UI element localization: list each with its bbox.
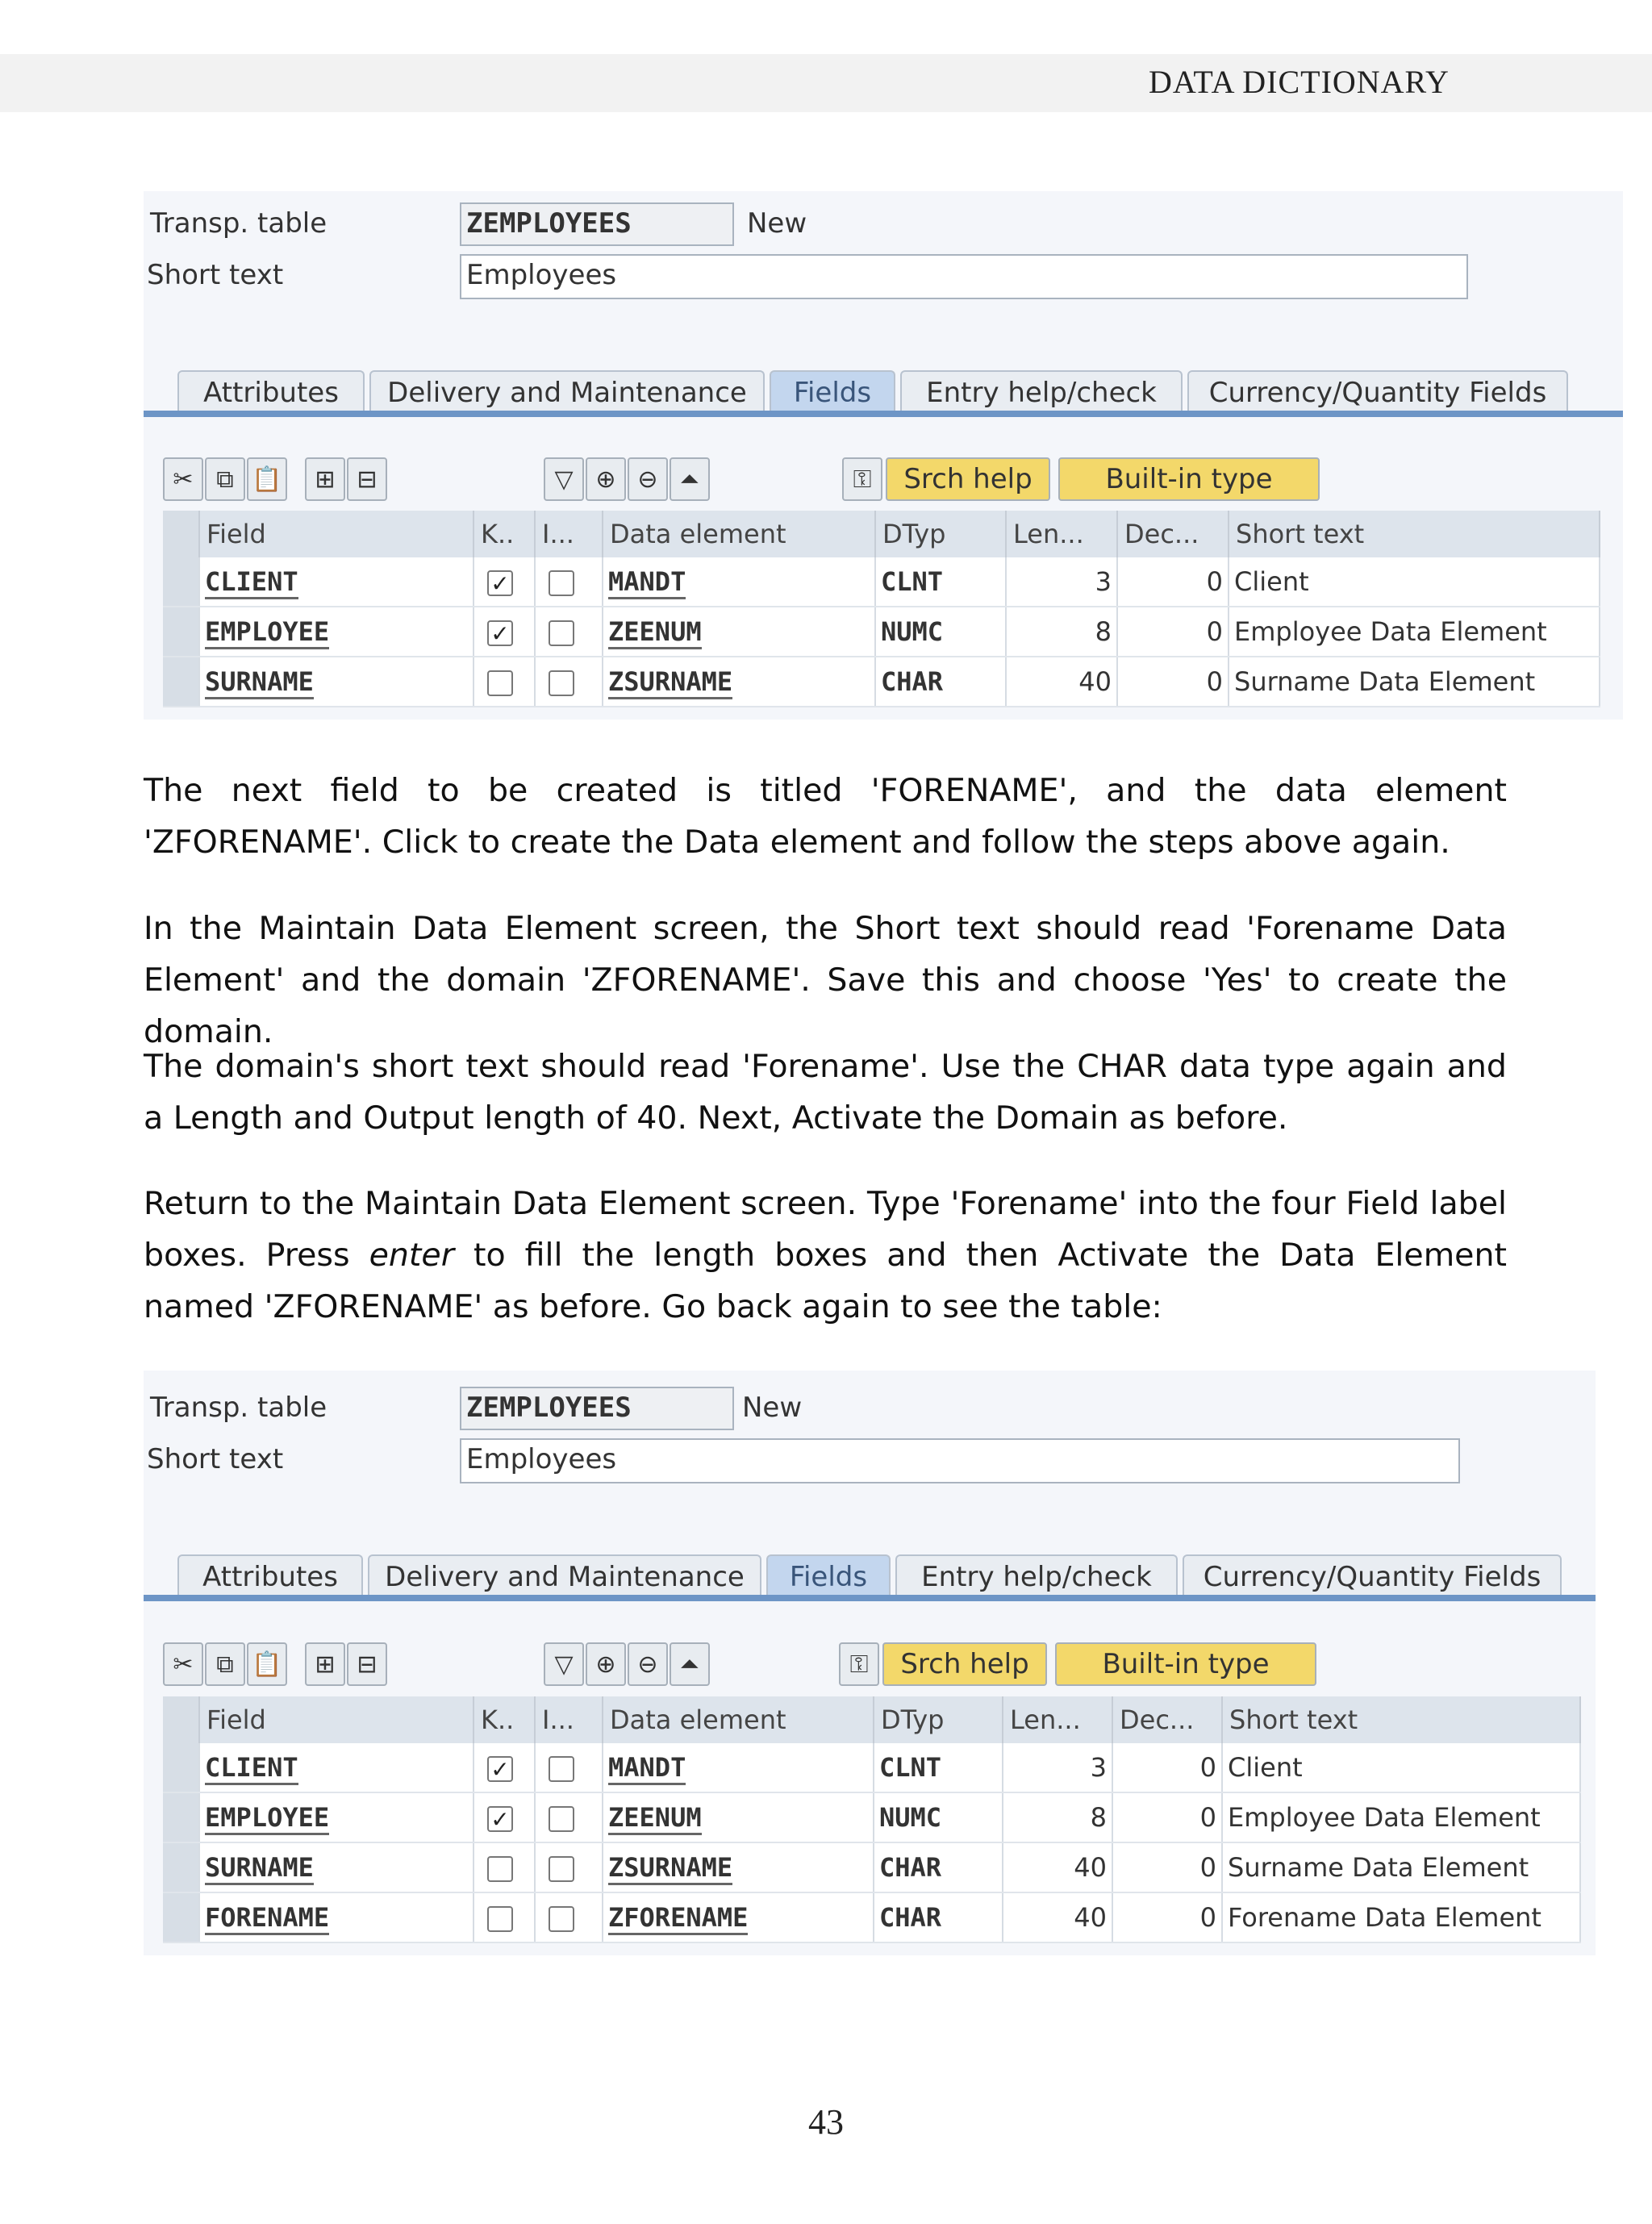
- dtyp-cell: NUMC: [874, 1792, 1003, 1842]
- length-cell: 3: [1003, 1743, 1112, 1792]
- decimals-cell: 0: [1112, 1892, 1222, 1942]
- field-name[interactable]: SURNAME: [205, 1852, 314, 1885]
- dtyp-cell: CHAR: [874, 1892, 1003, 1942]
- status-label: New: [747, 207, 807, 240]
- decimals-cell: 0: [1117, 657, 1229, 707]
- decimals-cell: 0: [1112, 1792, 1222, 1842]
- col-length[interactable]: Len...: [1003, 1696, 1112, 1743]
- short-text-cell: Employee Data Element: [1222, 1792, 1580, 1842]
- initial-checkbox[interactable]: [549, 1806, 574, 1832]
- col-decimals[interactable]: Dec...: [1112, 1696, 1222, 1743]
- short-text-field[interactable]: Employees: [460, 1438, 1460, 1483]
- data-element-link[interactable]: ZFORENAME: [608, 1902, 748, 1935]
- col-short-text[interactable]: Short text: [1222, 1696, 1580, 1743]
- insert-row-icon[interactable]: ⊞: [305, 1642, 345, 1686]
- col-data-element[interactable]: Data element: [603, 511, 875, 557]
- col-initial[interactable]: I...: [535, 511, 603, 557]
- builtin-type-button[interactable]: Built-in type: [1058, 457, 1320, 501]
- cut-icon[interactable]: ✂: [163, 457, 203, 501]
- tab-entry-help-check[interactable]: Entry help/check: [900, 370, 1183, 412]
- col-dtyp[interactable]: DTyp: [875, 511, 1006, 557]
- field-name[interactable]: CLIENT: [205, 1752, 298, 1785]
- tab-underline: [144, 1595, 1596, 1601]
- col-length[interactable]: Len...: [1006, 511, 1117, 557]
- row-selector[interactable]: [163, 1842, 199, 1892]
- fields-table: [163, 511, 1600, 707]
- field-name[interactable]: FORENAME: [205, 1902, 329, 1935]
- transp-table-field[interactable]: ZEMPLOYEES: [460, 202, 734, 246]
- toolbar: [144, 457, 1623, 507]
- short-text-cell: Surname Data Element: [1229, 657, 1600, 707]
- tab-strip: [144, 1545, 1596, 1601]
- tab-underline: [144, 411, 1623, 417]
- tab-delivery-maintenance[interactable]: Delivery and Maintenance: [368, 1554, 761, 1596]
- dtyp-cell: NUMC: [875, 607, 1006, 657]
- tab-strip: [144, 361, 1623, 417]
- short-text-field[interactable]: Employees: [460, 254, 1468, 299]
- tab-attributes[interactable]: Attributes: [177, 370, 365, 412]
- row-selector[interactable]: [163, 1743, 199, 1792]
- field-name[interactable]: CLIENT: [205, 566, 298, 599]
- builtin-type-button[interactable]: Built-in type: [1055, 1642, 1316, 1686]
- tab-attributes[interactable]: Attributes: [177, 1554, 363, 1596]
- key-checkbox[interactable]: [487, 1906, 513, 1932]
- short-text-cell: Client: [1229, 557, 1600, 607]
- short-text-cell: Client: [1222, 1743, 1580, 1792]
- table-row[interactable]: [163, 1743, 1580, 1792]
- paragraph-3: The domain's short text should read 'Forename'. Use the CHAR data type again and a Length and Output length of 40. Next, Activate the Domain as before.: [144, 1048, 1507, 1137]
- sap-screen-2: [144, 1371, 1596, 1955]
- sort-icon[interactable]: ⏶: [670, 457, 710, 501]
- tab-delivery-maintenance[interactable]: Delivery and Maintenance: [369, 370, 765, 412]
- data-element-link[interactable]: ZEENUM: [608, 616, 702, 649]
- transp-table-field[interactable]: ZEMPLOYEES: [460, 1387, 734, 1430]
- short-text-cell: Forename Data Element: [1222, 1892, 1580, 1942]
- tab-fields[interactable]: Fields: [770, 370, 895, 412]
- col-decimals[interactable]: Dec...: [1117, 511, 1229, 557]
- col-data-element[interactable]: Data element: [603, 1696, 874, 1743]
- row-selector[interactable]: [163, 1792, 199, 1842]
- col-initial[interactable]: I...: [535, 1696, 603, 1743]
- expand-icon[interactable]: ⊕: [586, 1642, 626, 1686]
- col-dtyp[interactable]: DTyp: [874, 1696, 1003, 1743]
- col-short-text[interactable]: Short text: [1229, 511, 1600, 557]
- row-selector-header[interactable]: [163, 511, 199, 557]
- length-cell: 40: [1006, 657, 1117, 707]
- initial-checkbox[interactable]: [549, 670, 574, 696]
- initial-checkbox[interactable]: [549, 1856, 574, 1882]
- paragraph-4-emphasis: enter: [369, 1237, 454, 1274]
- dtyp-cell: CHAR: [874, 1842, 1003, 1892]
- transp-table-label: Transp. table: [150, 1392, 327, 1424]
- key-icon[interactable]: ⚿: [842, 457, 882, 501]
- short-text-label: Short text: [147, 1443, 284, 1475]
- dtyp-cell: CLNT: [875, 557, 1006, 607]
- key-checkbox[interactable]: ✓: [487, 570, 513, 596]
- short-text-cell: Employee Data Element: [1229, 607, 1600, 657]
- srch-help-button[interactable]: Srch help: [882, 1642, 1047, 1686]
- initial-checkbox[interactable]: [549, 1756, 574, 1782]
- initial-checkbox[interactable]: [549, 570, 574, 596]
- paragraph-4: [144, 1178, 1507, 1333]
- col-field[interactable]: Field: [199, 511, 473, 557]
- decimals-cell: 0: [1112, 1743, 1222, 1792]
- dtyp-cell: CLNT: [874, 1743, 1003, 1792]
- table-row[interactable]: [163, 557, 1600, 607]
- paragraph-4-part-2: to fill the length boxes and then Activate the Data Element named 'ZFORENAME' as before. Go back again to see the table:: [144, 1237, 1507, 1325]
- status-label: New: [742, 1392, 803, 1424]
- decimals-cell: 0: [1117, 607, 1229, 657]
- delete-row-icon[interactable]: ⊟: [347, 457, 387, 501]
- length-cell: 8: [1003, 1792, 1112, 1842]
- paragraph-2: In the Maintain Data Element screen, the Short text should read 'Forename Data Element' and the domain 'ZFORENAME'. Save this and choose 'Yes' to create the domain.: [144, 910, 1507, 1050]
- data-element-link[interactable]: MANDT: [608, 566, 686, 599]
- key-checkbox[interactable]: ✓: [487, 1806, 513, 1832]
- sap-screen-1: [144, 191, 1623, 720]
- table-row[interactable]: [163, 1792, 1580, 1842]
- length-cell: 40: [1003, 1892, 1112, 1942]
- row-selector[interactable]: [163, 557, 199, 607]
- dtyp-cell: CHAR: [875, 657, 1006, 707]
- row-selector[interactable]: [163, 1892, 199, 1942]
- initial-checkbox[interactable]: [549, 620, 574, 646]
- insert-row-icon[interactable]: ⊞: [305, 457, 345, 501]
- key-checkbox[interactable]: ✓: [487, 620, 513, 646]
- running-header: DATA DICTIONARY: [1149, 64, 1450, 100]
- fields-table: [163, 1696, 1581, 1943]
- col-key[interactable]: K..: [473, 511, 535, 557]
- table-row[interactable]: [163, 607, 1600, 657]
- tab-currency-quantity[interactable]: Currency/Quantity Fields: [1183, 1554, 1562, 1596]
- field-name[interactable]: EMPLOYEE: [205, 1802, 329, 1835]
- table-row[interactable]: [163, 1892, 1580, 1942]
- sort-icon[interactable]: ⏶: [670, 1642, 710, 1686]
- copy-icon[interactable]: ⧉: [205, 457, 245, 501]
- decimals-cell: 0: [1112, 1842, 1222, 1892]
- length-cell: 3: [1006, 557, 1117, 607]
- data-element-link[interactable]: MANDT: [608, 1752, 686, 1785]
- copy-icon[interactable]: ⧉: [205, 1642, 245, 1686]
- field-name[interactable]: EMPLOYEE: [205, 616, 329, 649]
- transp-table-label: Transp. table: [150, 207, 327, 240]
- table-row[interactable]: [163, 657, 1600, 707]
- cut-icon[interactable]: ✂: [163, 1642, 203, 1686]
- short-text-label: Short text: [147, 259, 284, 291]
- tab-entry-help-check[interactable]: Entry help/check: [895, 1554, 1178, 1596]
- delete-row-icon[interactable]: ⊟: [347, 1642, 387, 1686]
- data-element-link[interactable]: ZEENUM: [608, 1802, 702, 1835]
- row-selector[interactable]: [163, 607, 199, 657]
- key-icon[interactable]: ⚿: [839, 1642, 879, 1686]
- decimals-cell: 0: [1117, 557, 1229, 607]
- tab-fields[interactable]: Fields: [766, 1554, 891, 1596]
- short-text-cell: Surname Data Element: [1222, 1842, 1580, 1892]
- key-checkbox[interactable]: ✓: [487, 1756, 513, 1782]
- paragraph-1: The next field to be created is titled 'FORENAME', and the data element 'ZFORENAME'. Click to create the Data element and follow the steps above again.: [144, 772, 1507, 861]
- paragraph-4-part-1: Return to the Maintain Data Element screen. Type 'Forename' into the four Field label boxes. Press: [144, 1185, 1507, 1274]
- page-number: 43: [808, 2102, 844, 2142]
- filter-icon[interactable]: ▽: [544, 457, 584, 501]
- filter-icon[interactable]: ▽: [544, 1642, 584, 1686]
- expand-icon[interactable]: ⊕: [586, 457, 626, 501]
- toolbar: [144, 1642, 1596, 1692]
- table-row[interactable]: [163, 1842, 1580, 1892]
- col-field[interactable]: Field: [199, 1696, 473, 1743]
- key-checkbox[interactable]: [487, 1856, 513, 1882]
- collapse-icon[interactable]: ⊖: [628, 457, 668, 501]
- data-element-link[interactable]: ZSURNAME: [608, 666, 732, 699]
- tab-currency-quantity[interactable]: Currency/Quantity Fields: [1187, 370, 1568, 412]
- srch-help-button[interactable]: Srch help: [886, 457, 1050, 501]
- collapse-icon[interactable]: ⊖: [628, 1642, 668, 1686]
- key-checkbox[interactable]: [487, 670, 513, 696]
- paste-icon[interactable]: 📋: [247, 1642, 287, 1686]
- paste-icon[interactable]: 📋: [247, 457, 287, 501]
- data-element-link[interactable]: ZSURNAME: [608, 1852, 732, 1885]
- length-cell: 8: [1006, 607, 1117, 657]
- row-selector[interactable]: [163, 657, 199, 707]
- row-selector-header[interactable]: [163, 1696, 199, 1743]
- field-name[interactable]: SURNAME: [205, 666, 314, 699]
- length-cell: 40: [1003, 1842, 1112, 1892]
- initial-checkbox[interactable]: [549, 1906, 574, 1932]
- col-key[interactable]: K..: [473, 1696, 535, 1743]
